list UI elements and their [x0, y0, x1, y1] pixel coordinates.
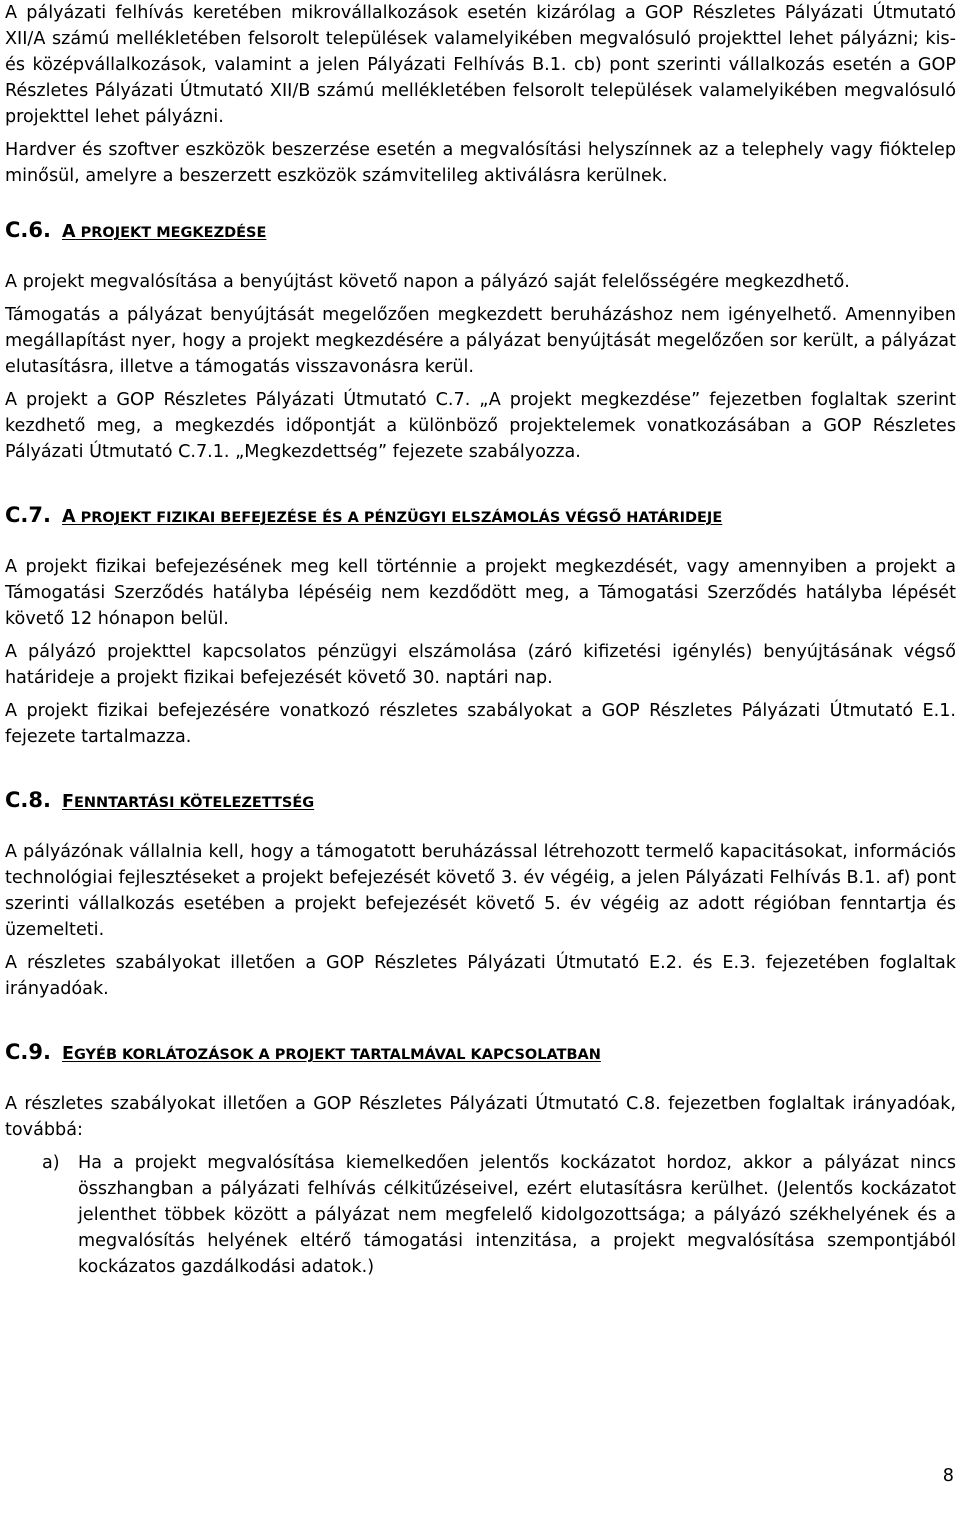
list-item-text: Ha a projekt megvalósítása kiemelkedően jelentős kockázatot hordoz, akkor a pályázat nincs összhangban a pályázati felhívás célkitűzéseivel, ezért elutasításra kerülhet. (Jelentős kockázatot jelenthet többek között a pályázat nem megfelelő kidolgozottsága; a pályázó székhelyének és a megvalósítás helyének eltérő támogatási intenzitása, a projekt megvalósítása szempontjából kockázatos gazdálkodási adatok.) [78, 1153, 956, 1277]
section-heading-c7 [5, 502, 956, 531]
intro-paragraph-1: A pályázati felhívás keretében mikrovállalkozások esetén kizárólag a GOP Részletes Pályázati Útmutató XII/A számú mellékletében felsorolt települések valamelyikében megvalósuló projekttel lehet pályázni; kis- és középvállalkozások, valamint a jelen Pályázati Felhívás B.1. cb) pont szerinti vállalkozás esetén a GOP Részletes Pályázati Útmutató XII/B számú mellékletében felsorolt települések valamelyikében megvalósuló projekttel lehet pályázni. [5, 3, 956, 127]
section-number: C.7. [5, 503, 51, 527]
c7-paragraph-3: A projekt fizikai befejezésére vonatkozó részletes szabályokat a GOP Részletes Pályázati Útmutató E.1. fejezete tartalmazza. [5, 701, 956, 747]
section-heading-c8 [5, 787, 956, 816]
c7-paragraph-1: A projekt fizikai befejezésének meg kell történnie a projekt megkezdését, vagy amennyiben a projekt a Támogatási Szerződés hatályba lépéséig nem kezdődött meg, a Támogatási Szerződés hatályba lépését követő 12 hónapon belül. [5, 557, 956, 629]
c6-paragraph-2: Támogatás a pályázat benyújtását megelőzően megkezdett beruházáshoz nem igényelhető. Amennyiben megállapítást nyer, hogy a projekt megkezdésére a pályázat benyújtását megelőzően sor került, a pályázat elutasításra, illetve a támogatás visszavonásra kerül. [5, 305, 956, 377]
section-number: C.9. [5, 1040, 51, 1064]
list-item-a [5, 1150, 956, 1280]
section-number: C.6. [5, 218, 51, 242]
c6-paragraph-3: A projekt a GOP Részletes Pályázati Útmutató C.7. „A projekt megkezdése” fejezetben foglaltak szerint kezdhető meg, a megkezdés időpontját a különböző projektelemek vonatkozásában a GOP Részletes Pályázati Útmutató C.7.1. „Megkezdettség” fejezete szabályozza. [5, 390, 956, 462]
page-number: 8 [942, 1466, 954, 1486]
c8-paragraph-2: A részletes szabályokat illetően a GOP Részletes Pályázati Útmutató E.2. és E.3. fejezetében foglaltak irányadóak. [5, 953, 956, 999]
section-title: A PROJEKT MEGKEZDÉSE [62, 222, 267, 242]
intro-paragraph-2: Hardver és szoftver eszközök beszerzése esetén a megvalósítási helyszínnek az a telephely vagy fióktelep minősül, amelyre a beszerzett eszközök számvitelileg aktiválásra kerülnek. [5, 140, 956, 186]
section-number: C.8. [5, 788, 51, 812]
c9-paragraph-1: A részletes szabályokat illetően a GOP Részletes Pályázati Útmutató C.8. fejezetben foglaltak irányadóak, továbbá: [5, 1094, 956, 1140]
section-heading-c6 [5, 217, 956, 246]
c7-paragraph-2: A pályázó projekttel kapcsolatos pénzügyi elszámolása (záró kifizetési igénylés) benyújtásának végső határideje a projekt fizikai befejezését követő 30. naptári nap. [5, 642, 956, 688]
section-title: EGYÉB KORLÁTOZÁSOK A PROJEKT TARTALMÁVAL KAPCSOLATBAN [62, 1044, 601, 1064]
document-page [5, 0, 956, 1280]
c6-paragraph-1: A projekt megvalósítása a benyújtást követő napon a pályázó saját felelősségére megkezdhető. [5, 272, 850, 292]
section-heading-c9 [5, 1039, 956, 1068]
section-title: FENNTARTÁSI KÖTELEZETTSÉG [62, 792, 315, 812]
list-marker: a) [42, 1153, 60, 1173]
section-title: A PROJEKT FIZIKAI BEFEJEZÉSE ÉS A PÉNZÜGYI ELSZÁMOLÁS VÉGSŐ HATÁRIDEJE [62, 507, 723, 527]
c8-paragraph-1: A pályázónak vállalnia kell, hogy a támogatott beruházással létrehozott termelő kapacitásokat, információs technológiai fejlesztéseket a projekt befejezését követő 3. év végéig, a jelen Pályázati Felhívás B.1. af) pont szerinti vállalkozás esetében a projekt befejezését követő 5. év végéig az adott régióban fenntartja és üzemelteti. [5, 842, 956, 940]
